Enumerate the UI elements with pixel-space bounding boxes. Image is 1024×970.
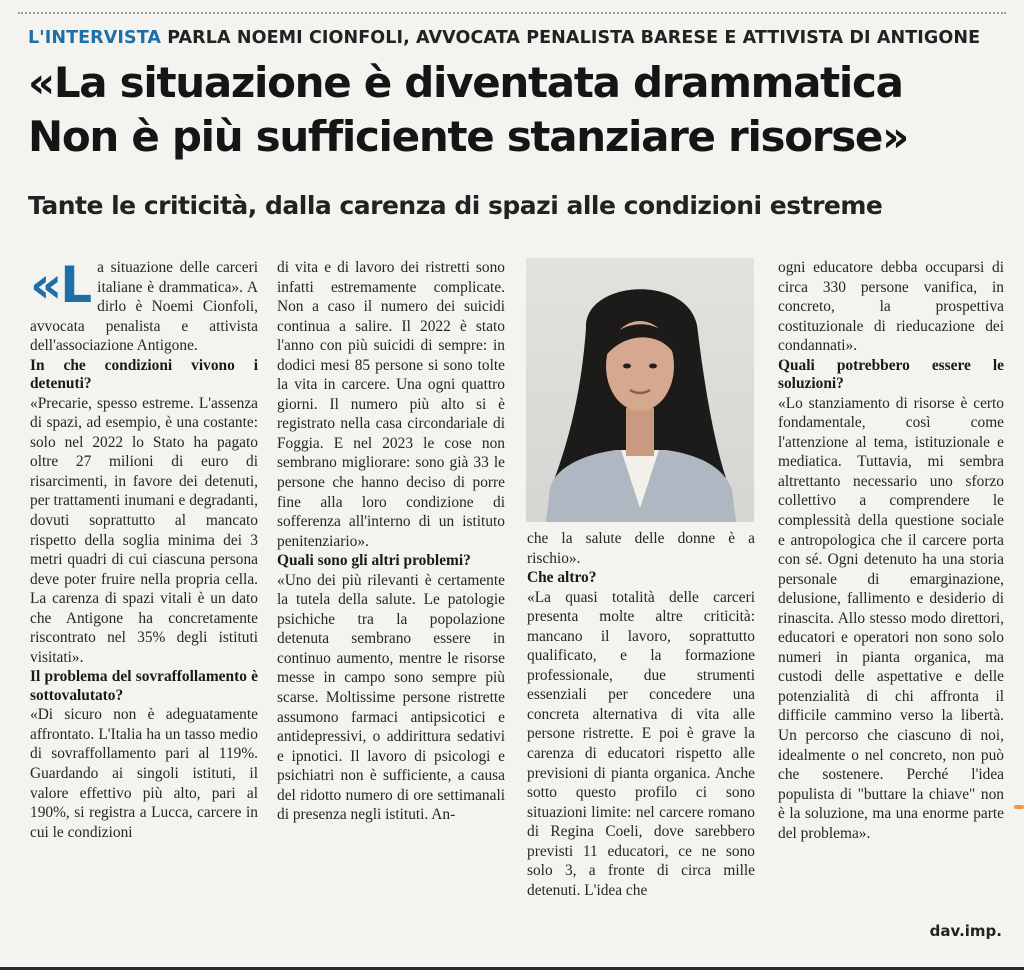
answer-overcrowding: «Di sicuro non è adeguatamente affrontato. L'Italia ha un tasso medio di sovraffollamento pari al 119%. Guardando ai singoli istituti, il valore effettivo più alto, pari al 190%, si registra a Lucca, carcere in cui le condizioni — [30, 706, 258, 841]
top-dotted-rule — [18, 12, 1006, 14]
woman-portrait-illustration — [526, 258, 754, 522]
drop-cap: «L — [30, 258, 91, 314]
article-subheadline: Tante le criticità, dalla carenza di spazi alle condizioni estreme — [28, 191, 883, 220]
section-tag: L'INTERVISTA — [28, 28, 162, 48]
answer-women-health: che la salute delle donne è a rischio». — [527, 530, 755, 567]
headline-line-1: «La situazione è diventata drammatica — [28, 58, 903, 107]
text-column-2 — [277, 258, 505, 933]
answer-what-else: «La quasi totalità delle carceri presenta molte altre criticità: mancano il lavoro, soprattutto qualificato, e la formazione professionale, due strumenti essenziali per concedere una concreta alternativa di vita alle persone ristrette. E poi è grave la carenza di educatori rispetto alle previsioni di pianta organica. Anche sotto questo profilo ci sono situazioni limite: nel carcere romano di Regina Coeli, dove sarebbero previsti 11 educatori, ce ne sono solo 3, a fronte di circa mille detenuti. L'idea che — [527, 588, 755, 899]
text-column-4 — [778, 258, 1004, 933]
answer-solutions: «Lo stanziamento di risorse è certo fondamentale, così come l'attenzione al tema, istituzionale e mediatica. Tuttavia, mi sembra altrettanto necessario uno sforzo collettivo a comprendere le complessità della questione sociale e antropologica che il carcere porta con sé. Ogni detenuto ha una storia personale di emarginazione, delusione, fallimento e desiderio di rinascita. Allo stesso modo direttori, educatori e operatori non sono solo numeri in pianta organica, ma custodi delle aspettative e delle potenzialità di chi affronta il difficile cammino verso la libertà. Un percorso che ciascuno di noi, idealmente o nel concreto, non può che sostenere. Perché l'idea populista di "buttare la chiave" non è la soluzione, ma una enorme parte del problema». — [778, 394, 1004, 842]
answer-other-problems: «Uno dei più rilevanti è certamente la tutela della salute. Le patologie psichiche tra la popolazione detenuta sembrano essere in continuo aumento, mentre le risorse messe in campo sono sempre più scarse. Moltissime persone ristrette assumono farmaci antipsicotici e antidepressivi, o addirittura sedativi e ipnotici. Il lavoro di psicologi e psichiatri non è sufficiente, a causa del ridotto numero di ore settimanali di presenza negli istituti. An- — [277, 571, 505, 824]
question-conditions: In che condizioni vivono i detenuti? — [30, 356, 258, 393]
article-kicker — [28, 28, 1003, 48]
answer-what-else-cont: ogni educatore debba occuparsi di circa 330 persone vanifica, in concreto, la prospettiva costituzionale di rieducazione dei condannati». — [778, 259, 1004, 355]
edge-marker — [1014, 805, 1024, 809]
text-column-3 — [527, 529, 755, 933]
portrait-photo — [526, 258, 754, 522]
answer-conditions: «Precarie, spesso estreme. L'assenza di spazi, ad esempio, è una costante: solo nel 2022 lo Stato ha pagato oltre 27 milioni di euro di risarcimenti, in favore dei detenuti, per trattamenti inumani e degradanti, dovuti soprattutto al mancato rispetto della soglia minima dei 3 metri quadri di cui ciascuna persona deve poter fruire nella propria cella. La carenza di spazi vitali è un dato che Antigone ha concretamente riscontrato nel 35% degli istituti visitati». — [30, 394, 258, 666]
article-headline — [28, 56, 1008, 164]
question-what-else: Che altro? — [527, 569, 597, 587]
answer-overcrowding-cont: di vita e di lavoro dei ristretti sono infatti estremamente complicate. Non a caso il numero dei suicidi continua a salire. Il 2022 è stato l'anno con più suicidi di sempre: in dodici mesi 85 persone si sono tolte la vita in carcere. Una ogni quattro giorni. Il numero più alto si è registrato nella casa circondariale di Foggia. E nel 2023 le cose non sembrano migliorare: sono già 33 le persone che hanno deciso di porre fine alla loro condizione di sofferenza all'interno di un istituto penitenziario». — [277, 259, 505, 550]
text-column-1 — [30, 258, 258, 933]
question-overcrowding: Il problema del sovraffollamento è sottovalutato? — [30, 668, 258, 704]
headline-line-2: Non è più sufficiente stanziare risorse» — [28, 112, 908, 161]
author-signoff: dav.imp. — [929, 922, 1002, 940]
question-solutions: Quali potrebbero essere le soluzioni? — [778, 356, 1004, 393]
lead-paragraph: a situazione delle carceri italiane è drammatica». A dirlo è Noemi Cionfoli, avvocata penalista e attivista dell'associazione Antigone. — [30, 259, 258, 355]
kicker-text: PARLA NOEMI CIONFOLI, AVVOCATA PENALISTA BARESE E ATTIVISTA DI ANTIGONE — [167, 28, 981, 48]
question-other-problems: Quali sono gli altri problemi? — [277, 552, 471, 570]
